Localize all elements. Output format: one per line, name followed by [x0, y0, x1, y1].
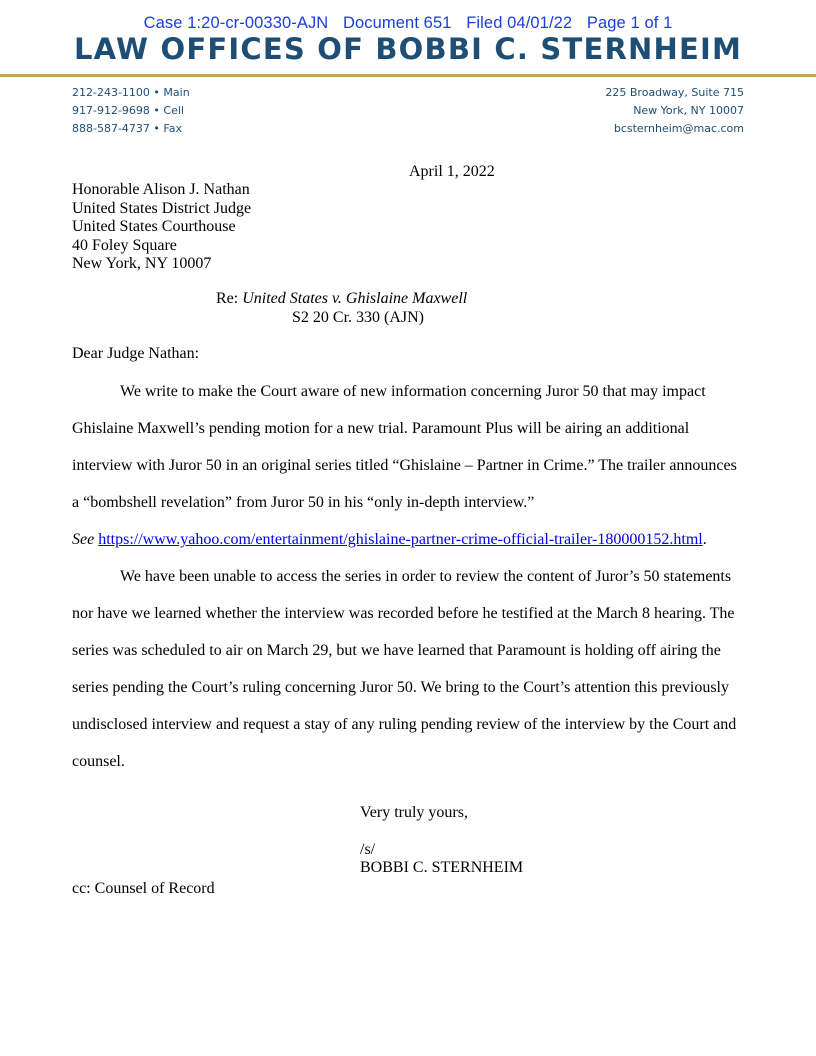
paragraph-line: We have been unable to access the series in order to review the content of Juror’s 50 statements — [120, 568, 732, 585]
phone-main: 212-243-1100 • Main — [72, 86, 190, 99]
addressee-line: New York, NY 10007 — [72, 255, 212, 272]
addressee-line: Honorable Alison J. Nathan — [72, 181, 250, 198]
signature-mark: /s/ — [360, 840, 376, 858]
complimentary-close: Very truly yours, — [360, 804, 468, 821]
trailer-link[interactable]: https://www.yahoo.com/entertainment/ghislaine-partner-crime-official-trailer-180000152.html — [98, 531, 703, 548]
phone-cell: 917-912-9698 • Cell — [72, 104, 184, 117]
ecf-case-number: Case 1:20-cr-00330-AJN — [143, 14, 329, 32]
ecf-document-number: Document 651 — [343, 14, 452, 32]
letterhead-phones — [72, 84, 190, 138]
paragraph-line: interview with Juror 50 in an original series titled “Ghislaine – Partner in Crime.” The trailer announces — [72, 457, 737, 474]
addressee-line: United States Courthouse — [72, 218, 236, 235]
letterhead-firm-name: LAW OFFICES OF BOBBI C. STERNHEIM — [73, 32, 743, 66]
addressee-line: 40 Foley Square — [72, 236, 177, 254]
closing-block — [360, 804, 523, 878]
salutation: Dear Judge Nathan: — [72, 345, 200, 362]
ecf-page-count: Page 1 of 1 — [586, 14, 673, 32]
citation-period: . — [702, 531, 707, 548]
paragraph-line: Ghislaine Maxwell’s pending motion for a new trial. Paramount Plus will be airing an additional — [72, 420, 690, 437]
re-case-number: S2 20 Cr. 330 (AJN) — [292, 308, 425, 326]
address-email: bcsternheim@mac.com — [613, 122, 744, 135]
letterhead-divider — [0, 74, 816, 77]
body-paragraph-1 — [72, 373, 744, 558]
paragraph-line: We write to make the Court aware of new information concerning Juror 50 that may impact — [120, 383, 706, 400]
paragraph-line: undisclosed interview and request a stay of any ruling pending review of the interview by the Court and — [72, 716, 737, 733]
letter-date: April 1, 2022 — [409, 163, 495, 180]
address-street: 225 Broadway, Suite 715 — [605, 86, 744, 99]
paragraph-line: series pending the Court’s ruling concerning Juror 50. We bring to the Court’s attention this previously — [72, 679, 729, 696]
cc-line: cc: Counsel of Record — [72, 880, 215, 897]
signer-name: BOBBI C. STERNHEIM — [360, 859, 524, 876]
re-case-caption: United States v. Ghislaine Maxwell — [242, 290, 468, 307]
addressee-block — [72, 181, 251, 274]
letterhead-address — [605, 84, 744, 138]
paragraph-line: nor have we learned whether the interview was recorded before he testified at the March 8 hearing. The — [72, 605, 735, 622]
phone-fax: 888-587-4737 • Fax — [72, 122, 182, 135]
re-line — [216, 290, 467, 327]
addressee-line: United States District Judge — [72, 199, 252, 217]
body-paragraph-2 — [72, 558, 744, 780]
ecf-filing-header — [0, 14, 816, 33]
see-citation-line — [72, 521, 744, 558]
address-city: New York, NY 10007 — [633, 104, 744, 117]
paragraph-line: counsel. — [72, 753, 125, 770]
see-signal: See — [72, 531, 95, 548]
re-label: Re: — [216, 290, 239, 307]
paragraph-line: a “bombshell revelation” from Juror 50 in his “only in-depth interview.” — [72, 494, 535, 511]
paragraph-line: series was scheduled to air on March 29, but we have learned that Paramount is holding off airing the — [72, 642, 721, 659]
ecf-filed-date: Filed 04/01/22 — [466, 14, 573, 32]
